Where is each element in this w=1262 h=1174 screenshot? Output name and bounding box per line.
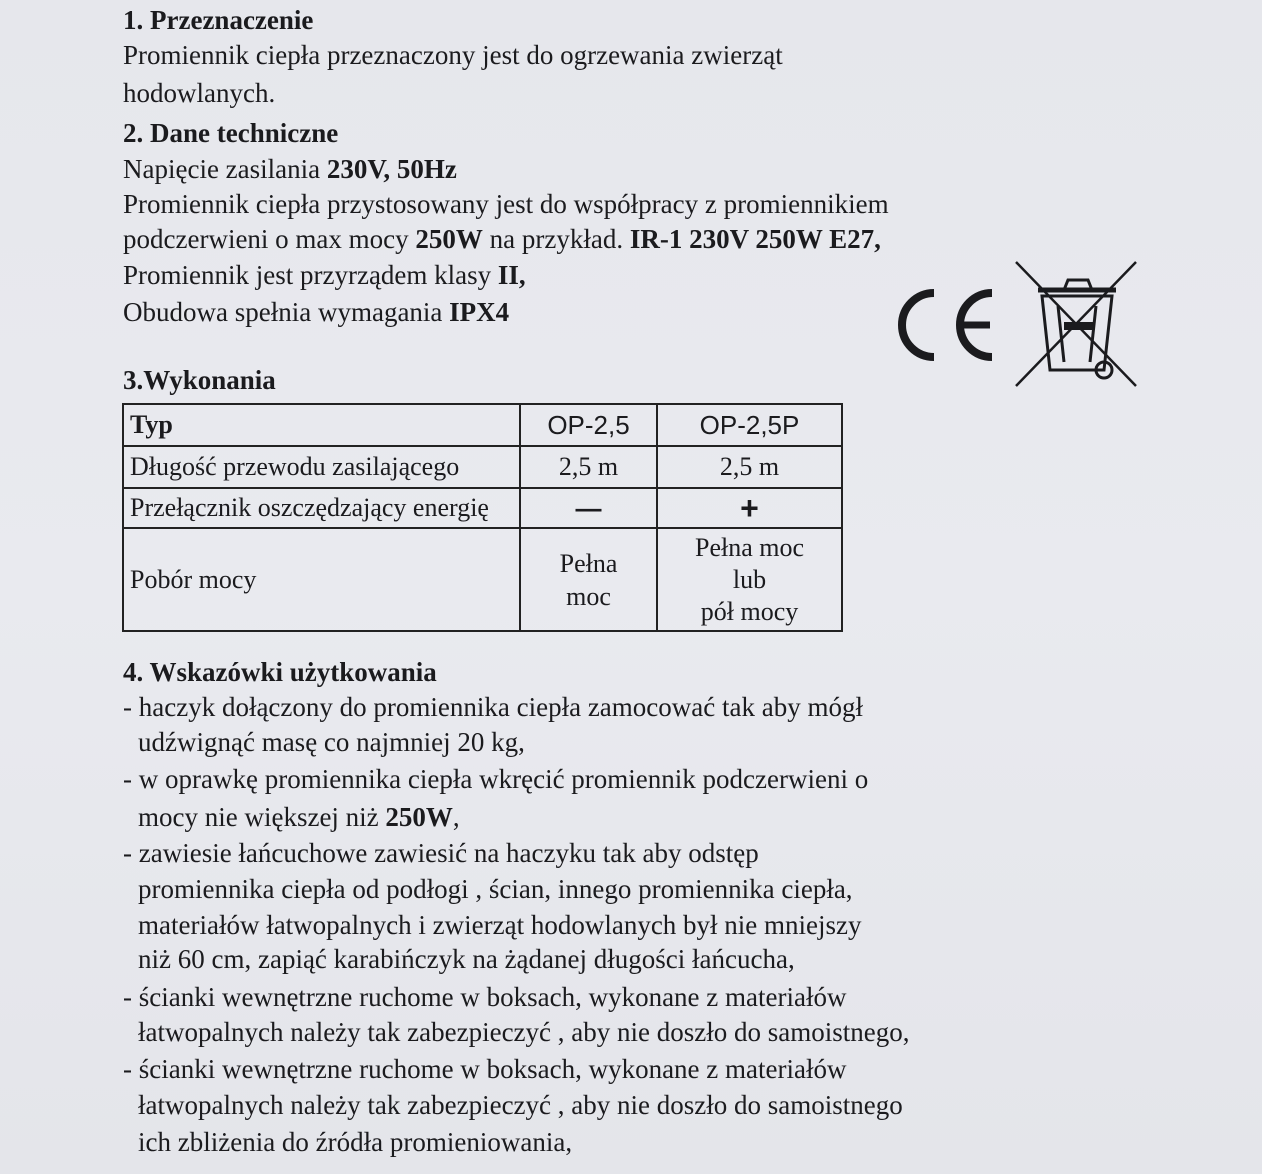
text-segment: - ścianki wewnętrzne ruchome w boksach, wykonane z materiałów: [123, 982, 847, 1012]
text-segment: - ścianki wewnętrzne ruchome w boksach, wykonane z materiałów: [123, 1054, 847, 1084]
text-segment: - zawiesie łańcuchowe zawiesić na haczyku tak aby odstęp: [123, 838, 759, 868]
text-line: [123, 258, 526, 292]
text-segment: ich zbliżenia do źródła promieniowania,: [138, 1127, 573, 1157]
text-segment: materiałów łatwopalnych i zwierząt hodowlanych był nie mniejszy: [138, 910, 862, 940]
text-segment: ,: [452, 802, 460, 832]
text-segment: mocy nie większej niż: [138, 802, 386, 832]
text-segment: Promiennik ciepła przeznaczony jest do ogrzewania zwierząt: [123, 40, 783, 70]
text-line: [123, 38, 783, 72]
bold-text: 250W: [385, 802, 453, 832]
section-heading: 4. Wskazówki użytkowania: [123, 657, 437, 687]
text-segment: hodowlanych.: [123, 78, 276, 108]
table-header-row: [123, 404, 842, 446]
text-segment: udźwignąć masę co najmniej 20 kg,: [138, 727, 525, 757]
text-line: [123, 980, 846, 1014]
bold-text: II,: [497, 260, 526, 290]
table-cell: +: [657, 488, 842, 528]
text-line: [138, 1088, 903, 1122]
bold-text: 250W: [415, 224, 483, 254]
table-header-cell: Typ: [123, 404, 520, 446]
bold-text: IR-1 230V 250W E27,: [629, 224, 881, 254]
text-segment: Napięcie zasilania: [123, 154, 327, 184]
text-segment: - w oprawkę promiennika ciepła wkręcić promiennik podczerwieni o: [123, 764, 869, 794]
ce-mark-icon: [890, 285, 1000, 365]
section-heading: 3.Wykonania: [123, 365, 276, 395]
text-line: [123, 76, 275, 110]
table-cell: —: [520, 488, 657, 528]
table-header-cell: OP-2,5P: [657, 404, 842, 446]
table-header-cell: OP-2,5: [520, 404, 657, 446]
table-cell: Pełna moc lub pół mocy: [657, 528, 842, 631]
table-cell: 2,5 m: [657, 446, 842, 488]
text-line: [123, 762, 868, 796]
text-segment: łatwopalnych należy tak zabezpieczyć , aby nie doszło do samoistnego: [138, 1090, 903, 1120]
text-line: [138, 725, 525, 759]
section-heading: 1. Przeznaczenie: [123, 5, 314, 35]
text-line: [138, 1125, 572, 1159]
text-line: [138, 872, 853, 906]
text-segment: na przykład.: [482, 224, 630, 254]
text-segment: Promiennik jest przyrządem klasy: [123, 260, 498, 290]
text-line: [123, 1052, 846, 1086]
text-line: [138, 942, 795, 976]
text-segment: Obudowa spełnia wymagania: [123, 297, 450, 327]
text-segment: podczerwieni o max mocy: [123, 224, 416, 254]
text-line: [123, 152, 457, 186]
table-row: [123, 488, 842, 528]
text-line: [123, 222, 881, 256]
table-cell: Pobór mocy: [123, 528, 520, 631]
text-segment: łatwopalnych należy tak zabezpieczyć , aby nie doszło do samoistnego,: [138, 1017, 910, 1047]
weee-crossed-bin-icon: [1012, 258, 1140, 390]
text-line: [138, 1015, 909, 1049]
section-heading: 2. Dane techniczne: [123, 118, 339, 148]
text-line: [123, 690, 863, 724]
text-segment: promiennika ciepła od podłogi , ścian, innego promiennika ciepła,: [138, 874, 853, 904]
table-row: [123, 528, 842, 631]
table-cell: Przełącznik oszczędzający energię: [123, 488, 520, 528]
table-cell: Pełna moc: [520, 528, 657, 631]
text-line: [123, 295, 509, 329]
bold-text: IPX4: [449, 297, 510, 327]
text-line: [138, 908, 862, 942]
text-line: [123, 187, 889, 221]
table-cell: 2,5 m: [520, 446, 657, 488]
variants-table: [122, 403, 843, 632]
table-cell: Długość przewodu zasilającego: [123, 446, 520, 488]
text-segment: Promiennik ciepła przystosowany jest do współpracy z promiennikiem: [123, 189, 889, 219]
text-line: [123, 836, 759, 870]
bold-text: 230V, 50Hz: [326, 154, 457, 184]
table-row: [123, 446, 842, 488]
text-segment: - haczyk dołączony do promiennika ciepła zamocować tak aby mógł: [123, 692, 863, 722]
text-segment: niż 60 cm, zapiąć karabińczyk na żądanej długości łańcucha,: [138, 944, 795, 974]
text-line: [138, 800, 460, 834]
